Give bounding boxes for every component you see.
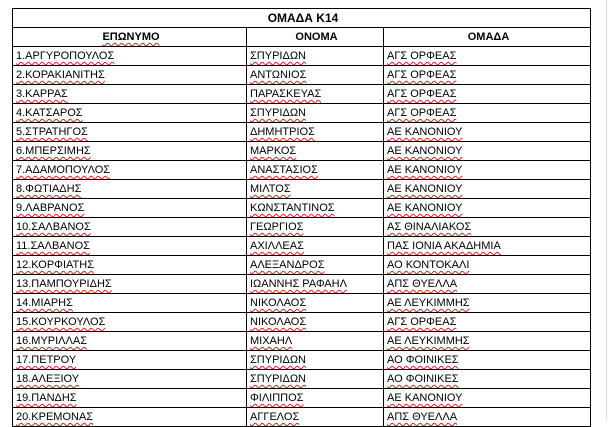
name-cell	[247, 294, 384, 313]
header-surname	[13, 28, 247, 47]
team-cell	[384, 85, 591, 104]
surname-text: 14.ΜΙΑΡΗΣ	[16, 297, 73, 309]
header-row	[13, 28, 591, 47]
table-row	[13, 142, 591, 161]
surname-cell	[13, 370, 247, 389]
surname-text: 1.ΑΡΓΥΡΟΠΟΥΛΟΣ	[16, 50, 115, 62]
name-cell	[247, 104, 384, 123]
document-sheet	[12, 8, 590, 427]
roster-body	[13, 47, 591, 427]
surname-text: 5.ΣΤΡΑΤΗΓΟΣ	[16, 126, 88, 138]
surname-text: 15.ΚΟΥΡΚΟΥΛΟΣ	[16, 316, 106, 328]
name-text: ΑΝΤΩΝΙΟΣ	[250, 69, 307, 81]
team-text: ΑΕ ΚΑΝΟΝΙΟΥ	[387, 202, 463, 214]
table-row	[13, 85, 591, 104]
team-text: ΑΓΣ ΟΡΦΕΑΣ	[387, 88, 457, 100]
surname-cell	[13, 123, 247, 142]
name-text: ΣΠΥΡΙΔΩΝ	[250, 354, 306, 366]
surname-text: 19.ΠΑΝΔΗΣ	[16, 392, 77, 404]
name-text: ΔΗΜΗΤΡΙΟΣ	[250, 126, 315, 138]
team-cell	[384, 123, 591, 142]
team-text: ΑΠΣ ΘΥΕΛΛΑ	[387, 411, 458, 423]
surname-cell	[13, 389, 247, 408]
table-row	[13, 389, 591, 408]
table-row	[13, 66, 591, 85]
name-cell	[247, 66, 384, 85]
team-text: ΑΕ ΚΑΝΟΝΙΟΥ	[387, 392, 463, 404]
surname-cell	[13, 142, 247, 161]
team-cell	[384, 294, 591, 313]
team-text: ΑΕ ΚΑΝΟΝΙΟΥ	[387, 126, 463, 138]
surname-cell	[13, 351, 247, 370]
surname-text: 18.ΑΛΕΞΙΟΥ	[16, 373, 80, 385]
name-cell	[247, 123, 384, 142]
table-row	[13, 351, 591, 370]
name-cell	[247, 332, 384, 351]
table-title: ΟΜΑΔΑ Κ14	[13, 9, 591, 28]
name-cell	[247, 351, 384, 370]
name-text: ΦΙΛΙΠΠΟΣ	[250, 392, 304, 404]
name-text: ΣΠΥΡΙΔΩΝ	[250, 50, 306, 62]
table-row	[13, 123, 591, 142]
table-row	[13, 47, 591, 66]
table-row	[13, 180, 591, 199]
name-cell	[247, 389, 384, 408]
team-cell	[384, 351, 591, 370]
name-cell	[247, 85, 384, 104]
team-cell	[384, 180, 591, 199]
team-text: ΑΓΣ ΟΡΦΕΑΣ	[387, 50, 457, 62]
table-row	[13, 313, 591, 332]
name-text: ΑΧΙΛΛΕΑΣ	[250, 240, 304, 252]
name-cell	[247, 47, 384, 66]
team-cell	[384, 66, 591, 85]
name-cell	[247, 256, 384, 275]
team-cell	[384, 275, 591, 294]
surname-cell	[13, 313, 247, 332]
table-row	[13, 199, 591, 218]
name-cell	[247, 237, 384, 256]
team-cell	[384, 408, 591, 427]
team-text: ΑΕ ΚΑΝΟΝΙΟΥ	[387, 145, 463, 157]
name-text: ΑΝΑΣΤΑΣΙΟΣ	[250, 164, 318, 176]
surname-text: 7.ΑΔΑΜΟΠΟΥΛΟΣ	[16, 164, 111, 176]
team-cell	[384, 332, 591, 351]
header-name	[247, 28, 384, 47]
name-text: ΚΩΝΣΤΑΝΤΙΝΟΣ	[250, 202, 335, 214]
name-text: ΙΩΑΝΝΗΣ ΡΑΦΑΗΛ	[250, 278, 347, 290]
surname-cell	[13, 66, 247, 85]
name-text: ΓΕΩΡΓΙΟΣ	[250, 221, 304, 233]
surname-cell	[13, 256, 247, 275]
table-row	[13, 218, 591, 237]
surname-text: 13.ΠΑΜΠΟΥΡΙΔΗΣ	[16, 278, 112, 290]
name-cell	[247, 408, 384, 427]
name-text: ΣΠΥΡΙΔΩΝ	[250, 373, 306, 385]
surname-text: 12.ΚΟΡΦΙΑΤΗΣ	[16, 259, 94, 271]
name-text: ΑΓΓΕΛΟΣ	[250, 411, 300, 423]
table-row	[13, 161, 591, 180]
team-text: ΑΣ ΘΙΝΑΛΙΑΚΟΣ	[387, 221, 472, 233]
team-text: ΑΟ ΚΟΝΤΟΚΑΛΙ	[387, 259, 470, 271]
surname-cell	[13, 85, 247, 104]
team-cell	[384, 237, 591, 256]
table-row	[13, 104, 591, 123]
name-cell	[247, 313, 384, 332]
name-text: ΠΑΡΑΣΚΕΥΑΣ	[250, 88, 322, 100]
name-text: ΑΛΕΞΑΝΔΡΟΣ	[250, 259, 325, 271]
name-cell	[247, 142, 384, 161]
team-cell	[384, 104, 591, 123]
team-cell	[384, 256, 591, 275]
table-row	[13, 332, 591, 351]
name-cell	[247, 275, 384, 294]
surname-cell	[13, 199, 247, 218]
team-cell	[384, 389, 591, 408]
surname-text: 8.ΦΩΤΙΑΔΗΣ	[16, 183, 82, 195]
surname-text: 20.ΚΡΕΜΟΝΑΣ	[16, 411, 94, 423]
header-name-label: ΟΝΟΜΑ	[295, 31, 338, 43]
surname-text: 10.ΣΑΛΒΑΝΟΣ	[16, 221, 91, 233]
team-cell	[384, 161, 591, 180]
surname-cell	[13, 161, 247, 180]
header-team	[384, 28, 591, 47]
name-cell	[247, 161, 384, 180]
name-text: ΝΙΚΟΛΑΟΣ	[250, 297, 307, 309]
surname-cell	[13, 104, 247, 123]
name-cell	[247, 199, 384, 218]
table-row	[13, 256, 591, 275]
team-cell	[384, 218, 591, 237]
team-text: ΑΕ ΚΑΝΟΝΙΟΥ	[387, 164, 463, 176]
surname-cell	[13, 180, 247, 199]
surname-cell	[13, 218, 247, 237]
surname-text: 4.ΚΑΤΣΑΡΟΣ	[16, 107, 83, 119]
surname-cell	[13, 275, 247, 294]
header-surname-label: ΕΠΩΝΥΜΟ	[102, 31, 160, 43]
name-text: ΣΠΥΡΙΔΩΝ	[250, 107, 306, 119]
surname-text: 3.ΚΑΡΡΑΣ	[16, 88, 68, 100]
team-text: ΑΓΣ ΟΡΦΕΑΣ	[387, 316, 457, 328]
name-text: ΝΙΚΟΛΑΟΣ	[250, 316, 307, 328]
table-row	[13, 275, 591, 294]
table-row	[13, 237, 591, 256]
table-row	[13, 294, 591, 313]
surname-text: 9.ΛΑΒΡΑΝΟΣ	[16, 202, 85, 214]
team-cell	[384, 47, 591, 66]
name-text: ΜΙΛΤΟΣ	[250, 183, 291, 195]
team-cell	[384, 199, 591, 218]
surname-cell	[13, 408, 247, 427]
name-cell	[247, 180, 384, 199]
team-text: ΑΓΣ ΟΡΦΕΑΣ	[387, 69, 457, 81]
name-cell	[247, 218, 384, 237]
team-cell	[384, 142, 591, 161]
surname-cell	[13, 294, 247, 313]
surname-text: 2.ΚΟΡΑΚΙΑΝΙΤΗΣ	[16, 69, 105, 81]
name-cell	[247, 370, 384, 389]
team-text: ΑΕ ΛΕΥΚΙΜΜΗΣ	[387, 335, 470, 347]
team-text: ΑΕ ΛΕΥΚΙΜΜΗΣ	[387, 297, 470, 309]
name-text: ΜΑΡΚΟΣ	[250, 145, 297, 157]
team-cell	[384, 370, 591, 389]
team-cell	[384, 313, 591, 332]
team-text: ΑΠΣ ΘΥΕΛΛΑ	[387, 278, 458, 290]
surname-cell	[13, 237, 247, 256]
header-team-label: ΟΜΑΔΑ	[467, 31, 510, 43]
surname-cell	[13, 47, 247, 66]
team-roster-table	[12, 8, 591, 427]
table-row	[13, 408, 591, 427]
page-edge-divider	[606, 0, 607, 420]
name-text: ΜΙΧΑΗΛ	[250, 335, 293, 347]
surname-text: 16.ΜΥΡΙΛΛΑΣ	[16, 335, 88, 347]
team-text: ΑΟ ΦΟΙΝΙΚΕΣ	[387, 354, 459, 366]
surname-cell	[13, 332, 247, 351]
team-text: ΑΕ ΚΑΝΟΝΙΟΥ	[387, 183, 463, 195]
surname-text: 17.ΠΕΤΡΟΥ	[16, 354, 77, 366]
team-text: ΑΓΣ ΟΡΦΕΑΣ	[387, 107, 457, 119]
surname-text: 11.ΣΑΛΒΑΝΟΣ	[16, 240, 90, 252]
surname-text: 6.ΜΠΕΡΣΙΜΗΣ	[16, 145, 91, 157]
team-text: ΠΑΣ ΙΟΝΙΑ ΑΚΑΔΗΜΙΑ	[387, 240, 501, 252]
team-text: ΑΟ ΦΟΙΝΙΚΕΣ	[387, 373, 459, 385]
table-row	[13, 370, 591, 389]
title-row	[13, 9, 591, 28]
